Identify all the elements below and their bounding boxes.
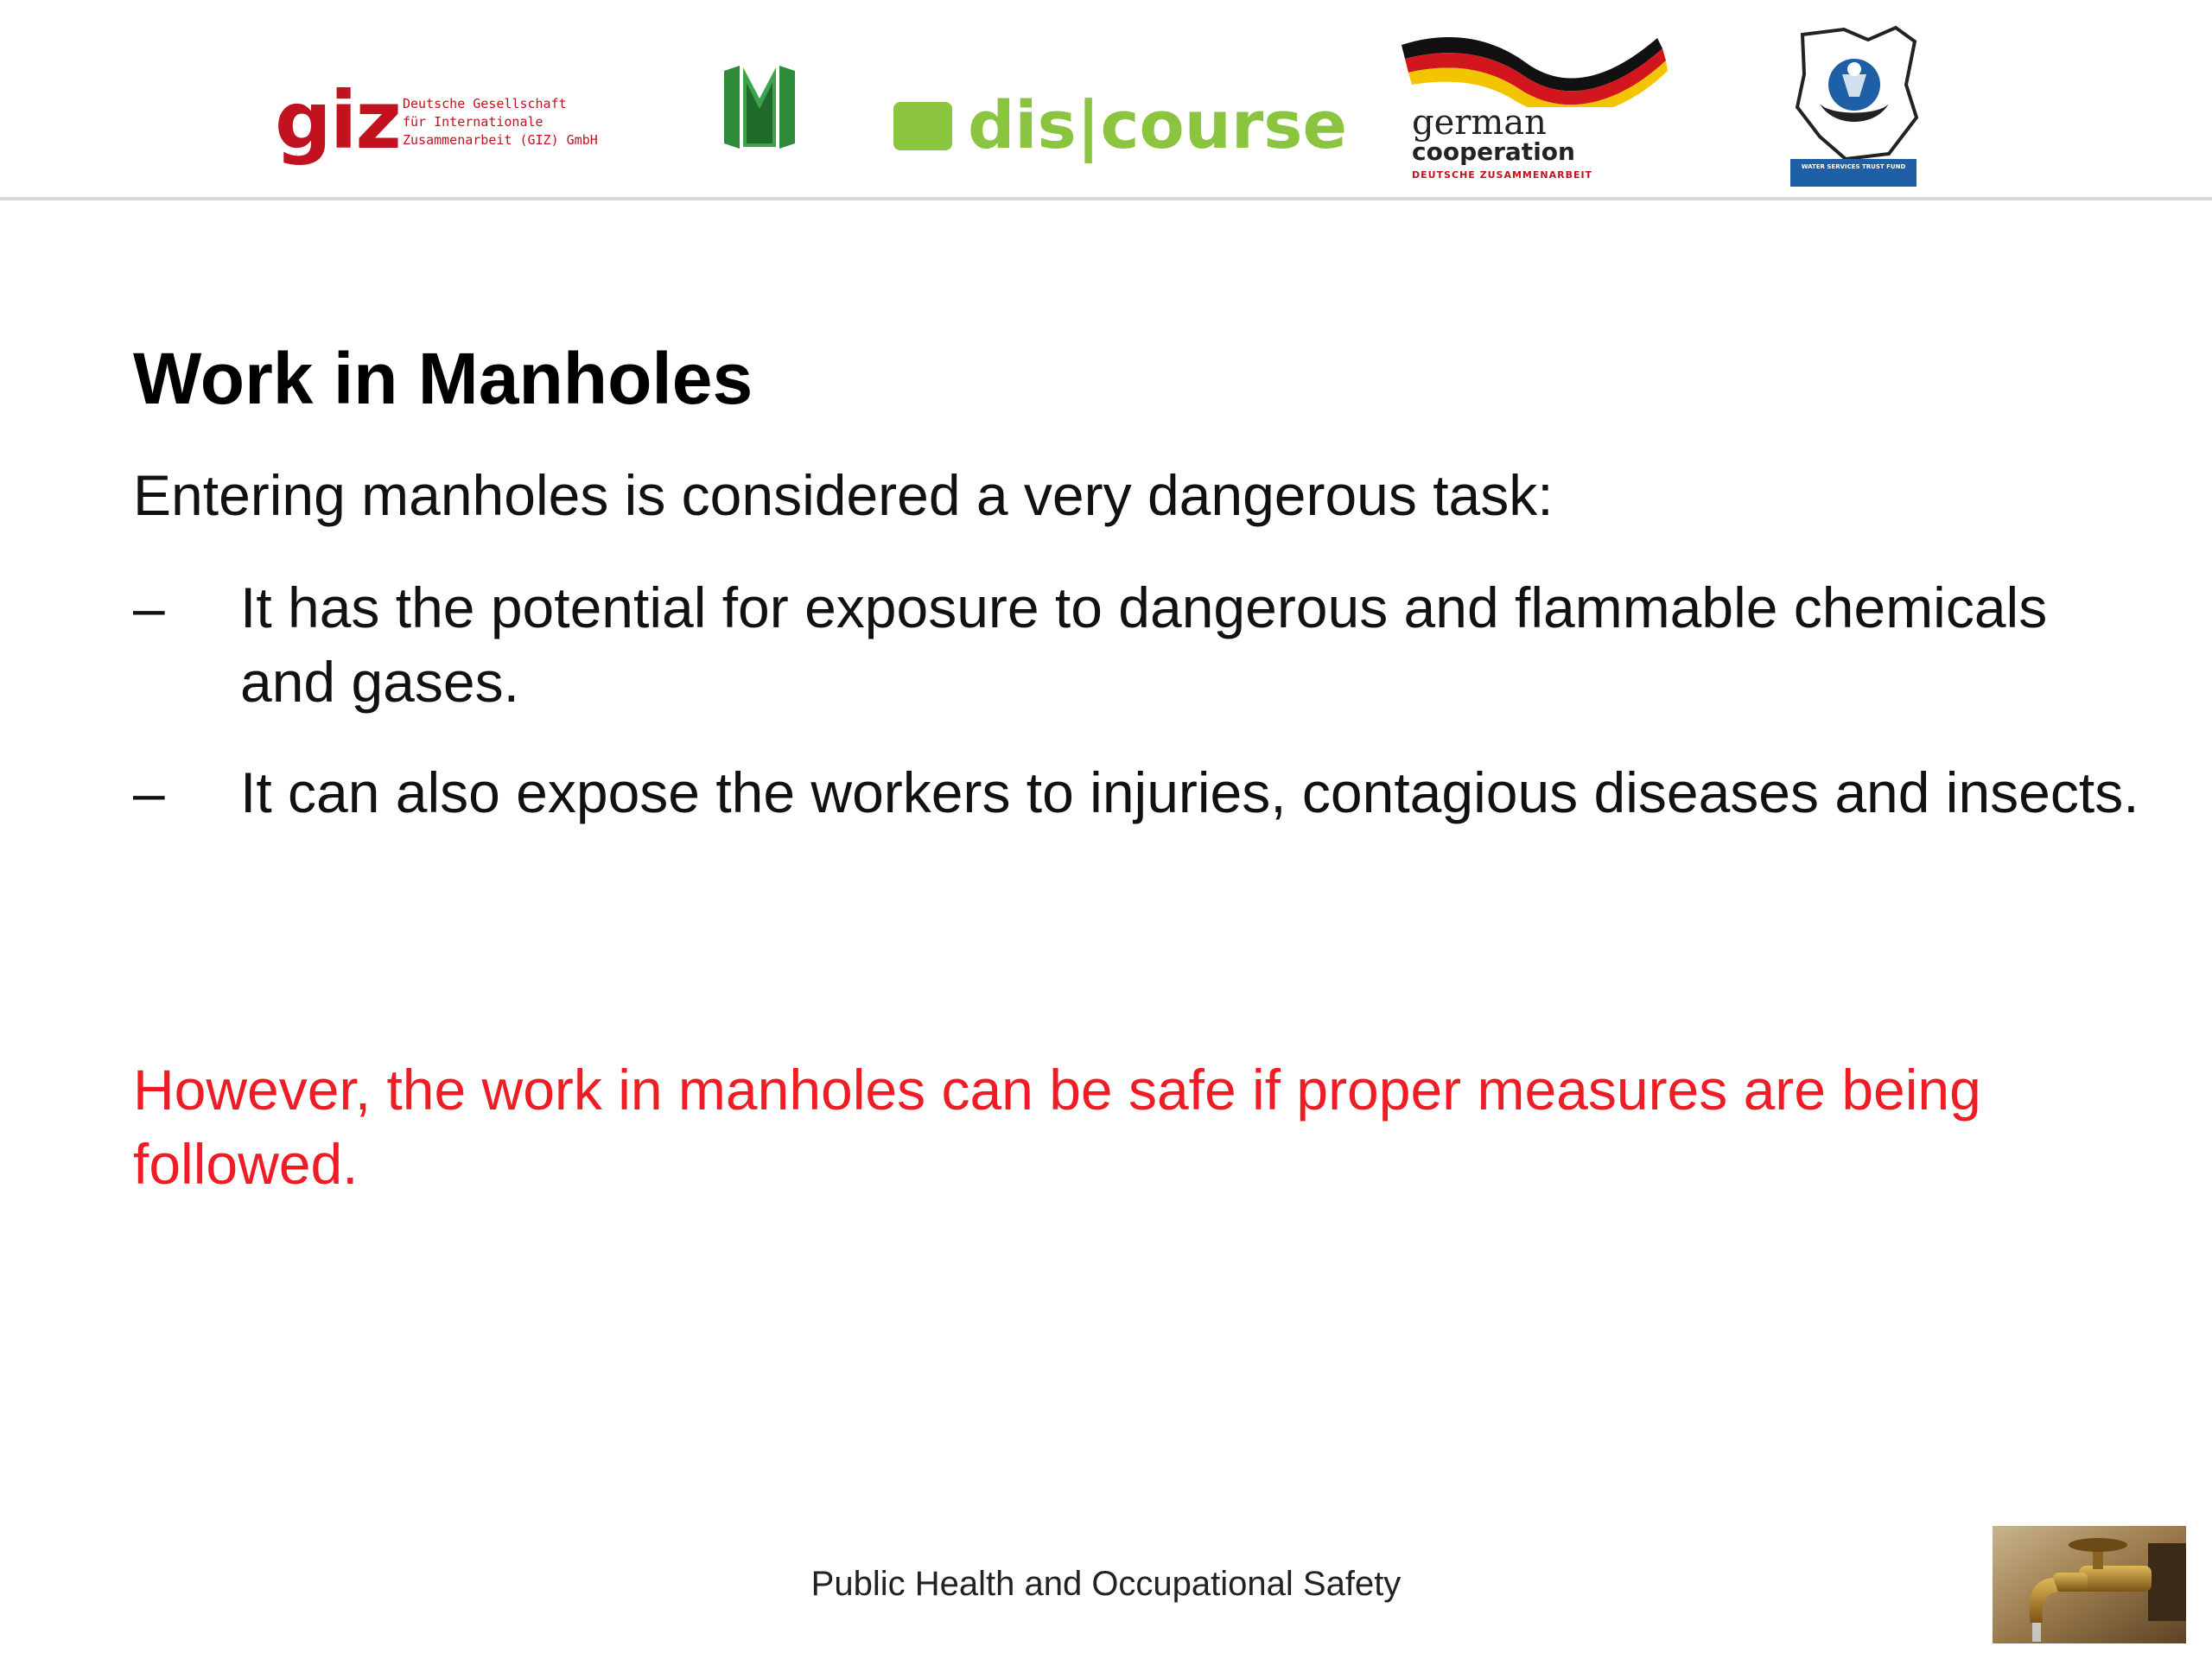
german-flag-ribbon-icon bbox=[1398, 29, 1673, 107]
giz-logo-line: für Internationale bbox=[403, 114, 543, 130]
water-tap-thumbnail bbox=[1993, 1526, 2186, 1643]
safety-note: However, the work in manholes can be safe if proper measures are being followed. bbox=[133, 1058, 1981, 1196]
discourse-logo bbox=[893, 86, 1348, 164]
german-cooperation-logo bbox=[1398, 29, 1673, 187]
bullet-dash: – bbox=[133, 575, 165, 639]
bullet-text: It can also expose the workers to injuries, contagious diseases and insects. bbox=[240, 760, 2139, 824]
kenya-map-icon bbox=[1785, 24, 1922, 162]
giz-logo-text bbox=[403, 95, 627, 149]
german-cooperation-line1: german bbox=[1412, 103, 1547, 143]
giz-logo bbox=[275, 74, 620, 173]
logo-bar bbox=[0, 0, 2212, 200]
bullet-dash: – bbox=[133, 760, 165, 824]
giz-logo-mark: giz bbox=[275, 74, 400, 167]
bullet-text: It has the potential for exposure to dangerous and flammable chemicals and gases. bbox=[240, 575, 2048, 714]
discourse-square-icon bbox=[893, 102, 952, 150]
wstf-banner: WATER SERVICES TRUST FUND bbox=[1790, 159, 1916, 187]
slide-footer: Public Health and Occupational Safety bbox=[810, 1565, 1402, 1603]
slide-intro: Entering manholes is considered a very dangerous task: bbox=[133, 463, 1554, 527]
slide-title: Work in Manholes bbox=[133, 338, 753, 419]
discourse-logo-text: dis|course bbox=[968, 86, 1348, 163]
german-cooperation-line2: cooperation bbox=[1412, 137, 1575, 166]
wstf-logo bbox=[1785, 24, 1922, 192]
giz-logo-line: Zusammenarbeit (GIZ) GmbH bbox=[403, 132, 598, 148]
m-emblem-logo bbox=[722, 64, 797, 150]
water-tap-icon bbox=[1993, 1526, 2186, 1643]
m-emblem-icon bbox=[722, 64, 797, 150]
german-cooperation-line3: DEUTSCHE ZUSAMMENARBEIT bbox=[1412, 169, 1593, 181]
giz-logo-line: Deutsche Gesellschaft bbox=[403, 96, 567, 111]
